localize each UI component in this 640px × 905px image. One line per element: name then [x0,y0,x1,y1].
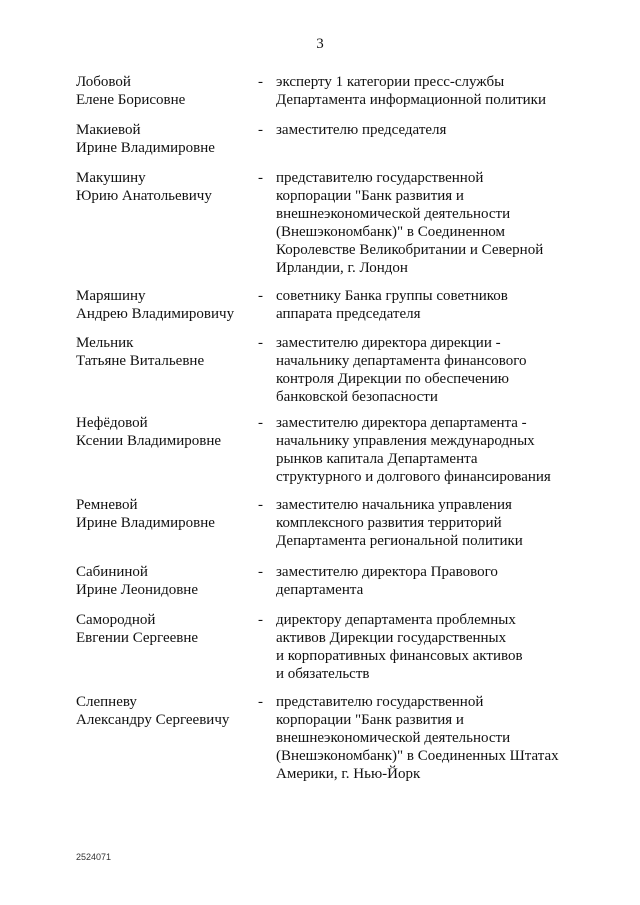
separator-dash: - [258,288,263,304]
position-line: представителю государственной [276,694,484,710]
position-line: Королевстве Великобритании и Северной [276,242,544,258]
separator-dash: - [258,335,263,351]
surname: Мельник [76,335,134,351]
position-line: заместителю директора дирекции - [276,335,501,351]
position-line: банковской безопасности [276,389,438,405]
position-line: и обязательств [276,666,370,682]
position-description [276,169,576,277]
separator-dash: - [258,415,263,431]
person-name [76,73,251,109]
position-line: заместителю директора департамента - [276,415,527,431]
given-names: Евгении Сергеевне [76,630,199,646]
position-line: корпорации "Банк развития и [276,712,464,728]
position-line: департамента [276,582,364,598]
position-line: внешнеэкономической деятельности [276,730,511,746]
position-line: заместителю директора Правового [276,564,498,580]
separator-dash: - [258,694,263,710]
position-line: Ирландии, г. Лондон [276,260,408,276]
separator-dash: - [258,564,263,580]
position-line: Америки, г. Нью-Йорк [276,766,421,782]
position-description [276,563,576,599]
given-names: Татьяне Витальевне [76,353,205,369]
given-names: Елене Борисовне [76,92,186,108]
surname: Маряшину [76,288,146,304]
position-line: представителю государственной [276,170,484,186]
separator-dash: - [258,497,263,513]
position-line: начальнику управления международных [276,433,535,449]
separator-dash: - [258,74,263,90]
surname: Макиевой [76,122,141,138]
position-line: заместителю председателя [276,122,447,138]
surname: Сабининой [76,564,148,580]
position-line: (Внешэкономбанк)" в Соединенном [276,224,505,240]
position-description [276,496,576,550]
surname: Слепневу [76,694,137,710]
position-line: директору департамента проблемных [276,612,516,628]
surname: Ремневой [76,497,138,513]
document-code: 2524071 [76,852,112,862]
position-line: комплексного развития территорий [276,515,502,531]
position-description [276,121,576,139]
separator-dash: - [258,612,263,628]
position-line: эксперту 1 категории пресс-службы [276,74,505,90]
position-description [276,334,576,406]
position-line: заместителю начальника управления [276,497,512,513]
person-name [76,334,251,370]
given-names: Юрию Анатольевичу [76,188,212,204]
surname: Самородной [76,612,156,628]
given-names: Ирине Владимировне [76,140,215,156]
person-name [76,169,251,205]
position-line: активов Дирекции государственных [276,630,507,646]
position-line: внешнеэкономической деятельности [276,206,511,222]
given-names: Александру Сергеевичу [76,712,230,728]
separator-dash: - [258,170,263,186]
person-name [76,121,251,157]
given-names: Ксении Владимировне [76,433,222,449]
position-line: аппарата председателя [276,306,421,322]
position-line: Департамента региональной политики [276,533,523,549]
person-name [76,287,251,323]
position-description [276,73,576,109]
separator-dash: - [258,122,263,138]
surname: Нефёдовой [76,415,148,431]
position-description [276,611,576,683]
surname: Макушину [76,170,146,186]
position-line: структурного и долгового финансирования [276,469,551,485]
surname: Лобовой [76,74,131,90]
position-description [276,693,576,783]
given-names: Ирине Владимировне [76,515,215,531]
person-name [76,563,251,599]
person-name [76,693,251,729]
position-line: советнику Банка группы советников [276,288,508,304]
position-line: контроля Дирекции по обеспечению [276,371,509,387]
position-line: корпорации "Банк развития и [276,188,464,204]
position-line: и корпоративных финансовых активов [276,648,523,664]
person-name [76,414,251,450]
position-line: Департамента информационной политики [276,92,546,108]
position-description [276,287,576,323]
given-names: Ирине Леонидовне [76,582,198,598]
position-line: начальнику департамента финансового [276,353,527,369]
person-name [76,496,251,532]
person-name [76,611,251,647]
position-description [276,414,576,486]
page-number: 3 [316,36,324,52]
given-names: Андрею Владимировичу [76,306,235,322]
position-line: (Внешэкономбанк)" в Соединенных Штатах [276,748,559,764]
position-line: рынков капитала Департамента [276,451,478,467]
